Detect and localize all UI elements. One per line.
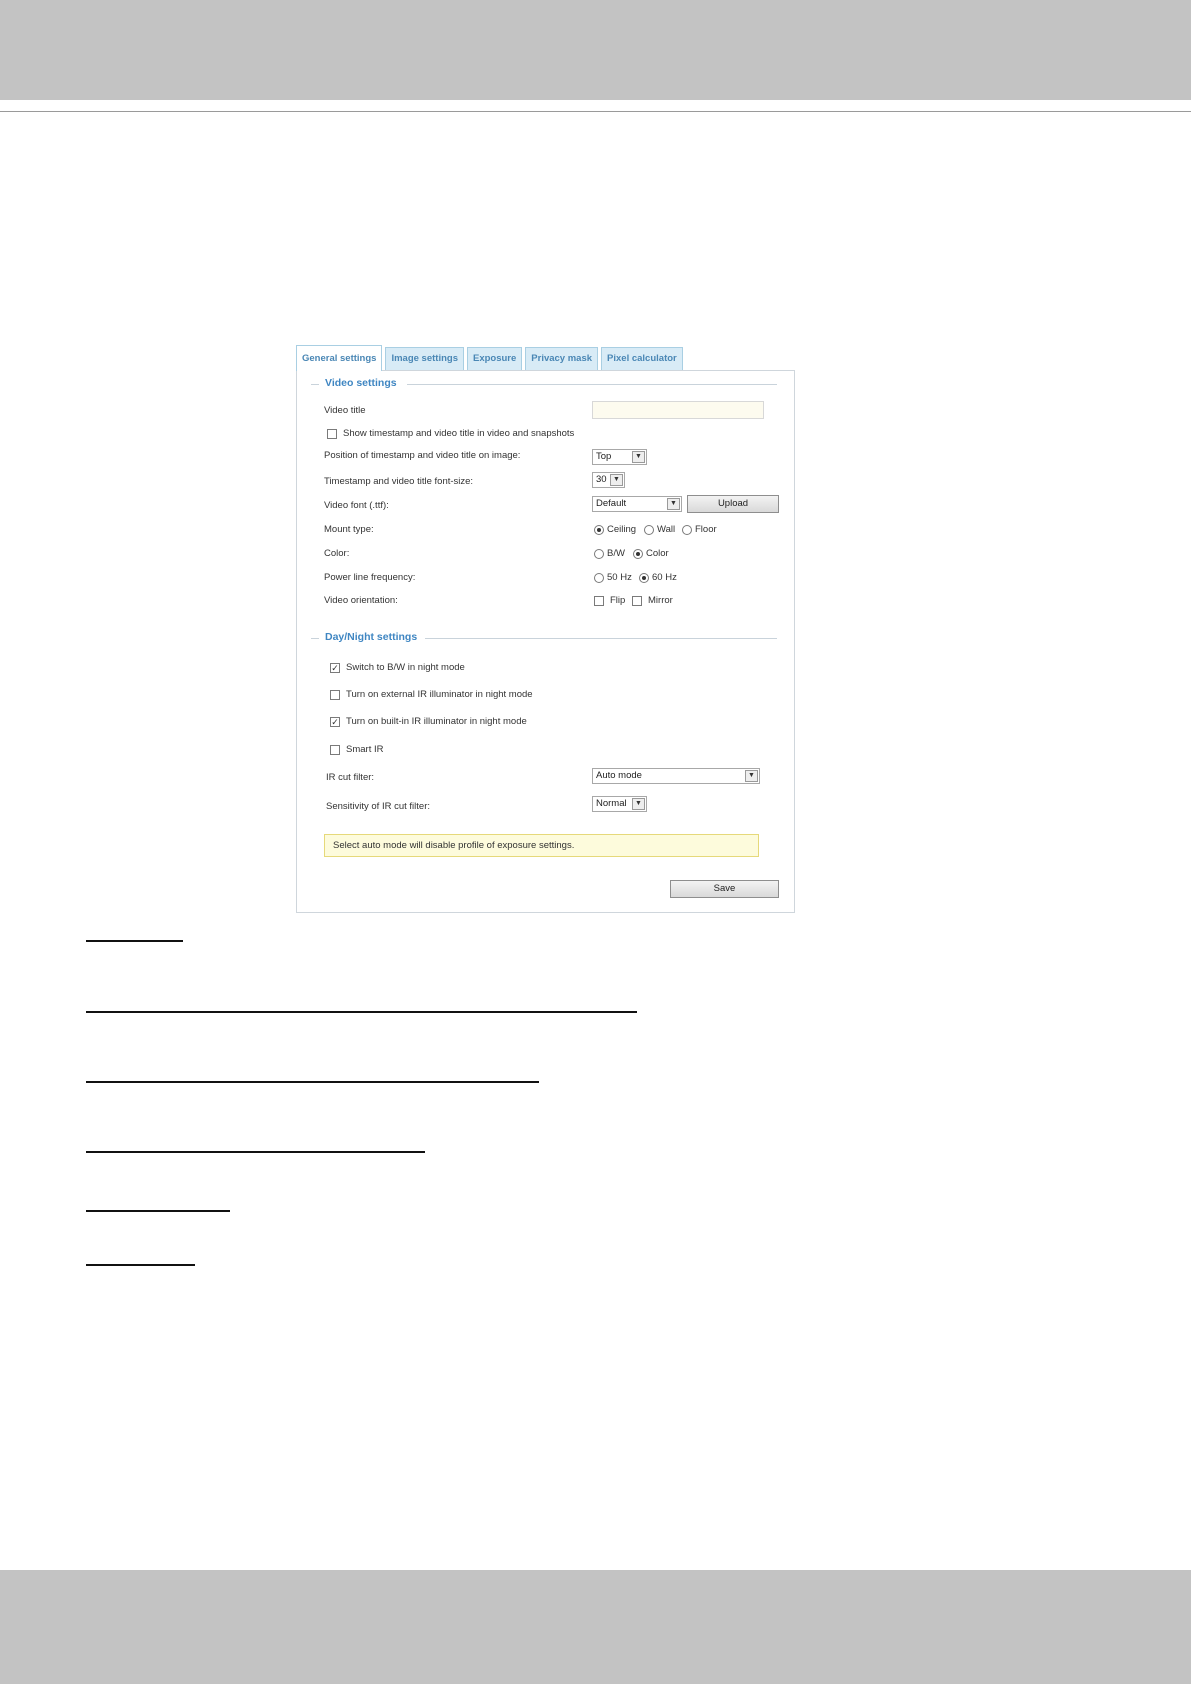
tab-bar [296, 345, 686, 371]
builtin-ir-label: Turn on built-in IR illuminator in night mode [346, 716, 527, 727]
ir-cut-label: IR cut filter: [326, 772, 375, 783]
color-label: Color: [324, 548, 350, 559]
flip-label: Flip [610, 595, 626, 606]
show-timestamp-label: Show timestamp and video title in video and snapshots [343, 428, 575, 439]
smart-ir-checkbox[interactable] [330, 745, 340, 755]
switch-bw-label: Switch to B/W in night mode [346, 662, 465, 673]
mirror-label: Mirror [648, 595, 673, 606]
chevron-down-icon: ▼ [632, 451, 645, 463]
switch-bw-checkbox[interactable]: ✓ [331, 663, 339, 673]
upload-button[interactable]: Upload [687, 495, 779, 513]
exposure-note: Select auto mode will disable profile of exposure settings. [324, 834, 759, 857]
underlined-heading [86, 1151, 425, 1153]
mount-floor-radio[interactable] [682, 525, 692, 535]
video-settings-heading: Video settings [325, 377, 397, 389]
underlined-heading [86, 940, 183, 942]
underlined-heading [86, 1264, 195, 1266]
video-title-label: Video title [324, 405, 366, 416]
external-ir-label: Turn on external IR illuminator in night mode [346, 689, 533, 700]
sensitivity-select[interactable] [592, 796, 647, 812]
video-font-select[interactable] [592, 496, 682, 512]
chevron-down-icon: ▼ [745, 770, 758, 782]
smart-ir-label: Smart IR [346, 744, 384, 755]
mount-floor-label: Floor [695, 524, 717, 535]
position-select-value: Top [596, 451, 612, 462]
fieldset-line [311, 384, 319, 385]
underlined-heading [86, 1011, 637, 1013]
tab-content [296, 370, 795, 913]
color-bw-label: B/W [607, 548, 625, 559]
day-night-heading: Day/Night settings [325, 631, 418, 643]
ir-cut-select[interactable] [592, 768, 760, 784]
video-title-input[interactable] [592, 401, 764, 419]
mount-wall-radio[interactable] [644, 525, 654, 535]
save-button[interactable]: Save [670, 880, 779, 898]
tab-privacy-mask[interactable]: Privacy mask [525, 347, 598, 370]
power-50hz-label: 50 Hz [607, 572, 632, 583]
ir-cut-select-value: Auto mode [596, 770, 642, 781]
position-select[interactable] [592, 449, 647, 465]
fieldset-line [311, 638, 319, 639]
font-size-select-value: 30 [596, 474, 607, 485]
power-50hz-radio[interactable] [594, 573, 604, 583]
page-header-band [0, 0, 1191, 100]
mount-type-label: Mount type: [324, 524, 374, 535]
orientation-label: Video orientation: [324, 595, 398, 606]
video-font-label: Video font (.ttf): [324, 500, 389, 511]
settings-panel [296, 345, 795, 913]
mount-ceiling-radio[interactable] [594, 525, 604, 535]
tab-exposure[interactable]: Exposure [467, 347, 522, 370]
mirror-checkbox[interactable] [632, 596, 642, 606]
mount-wall-label: Wall [657, 524, 676, 535]
position-label: Position of timestamp and video title on image: [324, 450, 521, 461]
builtin-ir-checkbox[interactable]: ✓ [331, 717, 339, 727]
external-ir-checkbox[interactable] [330, 690, 340, 700]
video-font-select-value: Default [596, 498, 627, 509]
page-footer-band [0, 1570, 1191, 1684]
fieldset-line [407, 384, 777, 385]
power-60hz-radio[interactable] [639, 573, 649, 583]
color-color-label: Color [646, 548, 669, 559]
power-line-label: Power line frequency: [324, 572, 416, 583]
power-60hz-label: 60 Hz [652, 572, 677, 583]
chevron-down-icon: ▼ [610, 474, 623, 486]
color-color-radio[interactable] [633, 549, 643, 559]
tab-image-settings[interactable]: Image settings [385, 347, 464, 370]
tab-general-settings[interactable]: General settings [296, 345, 382, 371]
underlined-heading [86, 1210, 230, 1212]
font-size-select[interactable] [592, 472, 625, 488]
chevron-down-icon: ▼ [667, 498, 680, 510]
color-bw-radio[interactable] [594, 549, 604, 559]
underlined-heading [86, 1081, 539, 1083]
header-rule [0, 111, 1191, 112]
sensitivity-select-value: Normal [596, 798, 627, 809]
sensitivity-label: Sensitivity of IR cut filter: [326, 801, 431, 812]
fieldset-line [425, 638, 777, 639]
chevron-down-icon: ▼ [632, 798, 645, 810]
tab-pixel-calculator[interactable]: Pixel calculator [601, 347, 683, 370]
font-size-label: Timestamp and video title font-size: [324, 476, 474, 487]
flip-checkbox[interactable] [594, 596, 604, 606]
mount-ceiling-label: Ceiling [607, 524, 637, 535]
show-timestamp-checkbox[interactable] [327, 429, 337, 439]
